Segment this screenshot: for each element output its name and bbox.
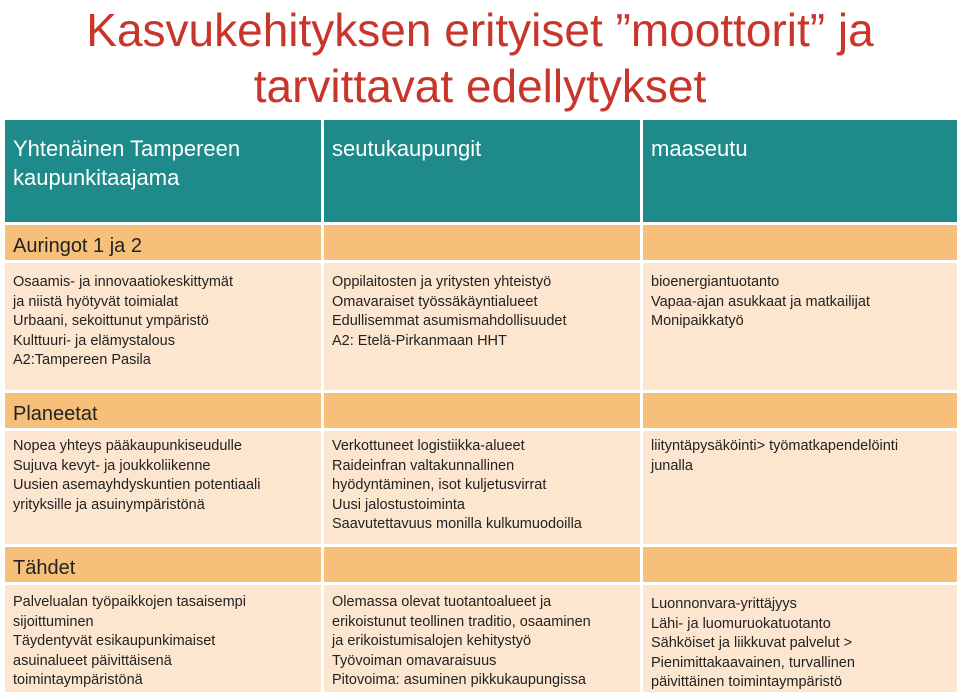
cell-line: sijoittuminen xyxy=(13,613,94,630)
cell-line: Omavaraiset työssäkäyntialueet xyxy=(332,293,538,310)
column-header-line: kaupunkitaajama xyxy=(13,165,180,190)
cell-maaseutu xyxy=(642,430,959,546)
cell-line: junalla xyxy=(651,457,693,474)
cell-line: Osaamis- ja innovaatiokeskittymät xyxy=(13,274,233,290)
cell-line: Palvelualan työpaikkojen tasaisempi xyxy=(13,594,246,610)
section-band-planeetat xyxy=(4,392,959,430)
cell-line: liityntäpysäköinti> työmatkapendelöinti xyxy=(651,438,899,454)
cell-line: Oppilaitosten ja yritysten yhteistyö xyxy=(332,274,552,290)
cell-line: Edullisemmat asumismahdollisuudet xyxy=(332,313,567,329)
section-label: Planeetat xyxy=(4,392,323,430)
cell-line: Verkottuneet logistiikka-alueet xyxy=(332,438,525,454)
section-body-tahdet xyxy=(4,584,959,692)
cell-line: Pienimittakaavainen, turvallinen xyxy=(651,654,855,671)
column-header-line: Yhtenäinen Tampereen xyxy=(13,136,241,161)
cell-line: Työvoiman omavaraisuus xyxy=(332,652,497,669)
header-row xyxy=(4,119,959,224)
column-header-maaseutu: maaseutu xyxy=(642,119,959,224)
section-band-auringot xyxy=(4,224,959,262)
title-line-2: tarvittavat edellytykset xyxy=(253,60,707,112)
comparison-table xyxy=(2,117,960,692)
cell-line: hyödyntäminen, isot kuljetusvirrat xyxy=(332,477,547,493)
cell-line: Monipaikkatyö xyxy=(651,313,744,329)
cell-line: ja niistä hyötyvät toimialat xyxy=(13,293,179,310)
cell-line: Sähköiset ja liikkuvat palvelut > xyxy=(651,635,853,651)
cell-line: Urbaani, sekoittunut ympäristö xyxy=(13,313,209,329)
cell-line: yrityksille ja asuinympäristönä xyxy=(13,496,205,513)
cell-line: Raideinfran valtakunnallinen xyxy=(332,457,515,474)
cell-maaseutu xyxy=(642,262,959,392)
cell-line: Uusien asemayhdyskuntien potentiaali xyxy=(13,477,261,493)
section-band-tahdet xyxy=(4,546,959,584)
cell-kaupunkitaajama xyxy=(4,584,323,692)
cell-line: Luonnonvara-yrittäjyys xyxy=(651,596,797,612)
cell-line: Olemassa olevat tuotantoalueet ja xyxy=(332,594,552,610)
cell-line: Lähi- ja luomuruokatuotanto xyxy=(651,615,831,632)
section-band-cell xyxy=(642,546,959,584)
cell-line: Pitovoima: asuminen pikkukaupungissa xyxy=(332,672,586,688)
title-line-1: Kasvukehityksen erityiset ”moottorit” ja xyxy=(86,4,874,56)
section-band-cell xyxy=(323,546,642,584)
column-header-seutukaupungit: seutukaupungit xyxy=(323,119,642,224)
cell-kaupunkitaajama xyxy=(4,430,323,546)
cell-line: Sujuva kevyt- ja joukkoliikenne xyxy=(13,457,211,474)
section-label: Tähdet xyxy=(4,546,323,584)
cell-seutukaupungit xyxy=(323,584,642,692)
section-label: Auringot 1 ja 2 xyxy=(4,224,323,262)
cell-line: Täydentyvät esikaupunkimaiset xyxy=(13,633,216,649)
cell-line: toimintaympäristönä xyxy=(13,672,143,688)
cell-line: Uusi jalostustoiminta xyxy=(332,496,465,513)
page-title xyxy=(0,0,960,114)
cell-line: Kulttuuri- ja elämystalous xyxy=(13,332,175,349)
section-body-planeetat xyxy=(4,430,959,546)
cell-line: ja erikoistumisalojen kehitystyö xyxy=(332,633,532,649)
cell-line: Vapaa-ajan asukkaat ja matkailijat xyxy=(651,293,870,310)
cell-line: erikoistunut teollinen traditio, osaaminen xyxy=(332,613,591,630)
cell-maaseutu xyxy=(642,584,959,692)
section-band-cell xyxy=(642,392,959,430)
cell-line: Saavutettavuus monilla kulkumuodoilla xyxy=(332,516,582,532)
section-band-cell xyxy=(323,392,642,430)
cell-line: päivittäinen toimintaympäristö xyxy=(651,674,843,690)
section-band-cell xyxy=(323,224,642,262)
section-band-cell xyxy=(642,224,959,262)
cell-line: bioenergiantuotanto xyxy=(651,274,780,290)
section-body-auringot xyxy=(4,262,959,392)
cell-seutukaupungit xyxy=(323,430,642,546)
cell-kaupunkitaajama xyxy=(4,262,323,392)
cell-line: A2: Etelä-Pirkanmaan HHT xyxy=(332,332,507,349)
cell-seutukaupungit xyxy=(323,262,642,392)
cell-line: A2:Tampereen Pasila xyxy=(13,352,151,368)
cell-line: Nopea yhteys pääkaupunkiseudulle xyxy=(13,438,242,454)
column-header-kaupunkitaajama xyxy=(4,119,323,224)
cell-line: asuinalueet päivittäisenä xyxy=(13,652,172,669)
